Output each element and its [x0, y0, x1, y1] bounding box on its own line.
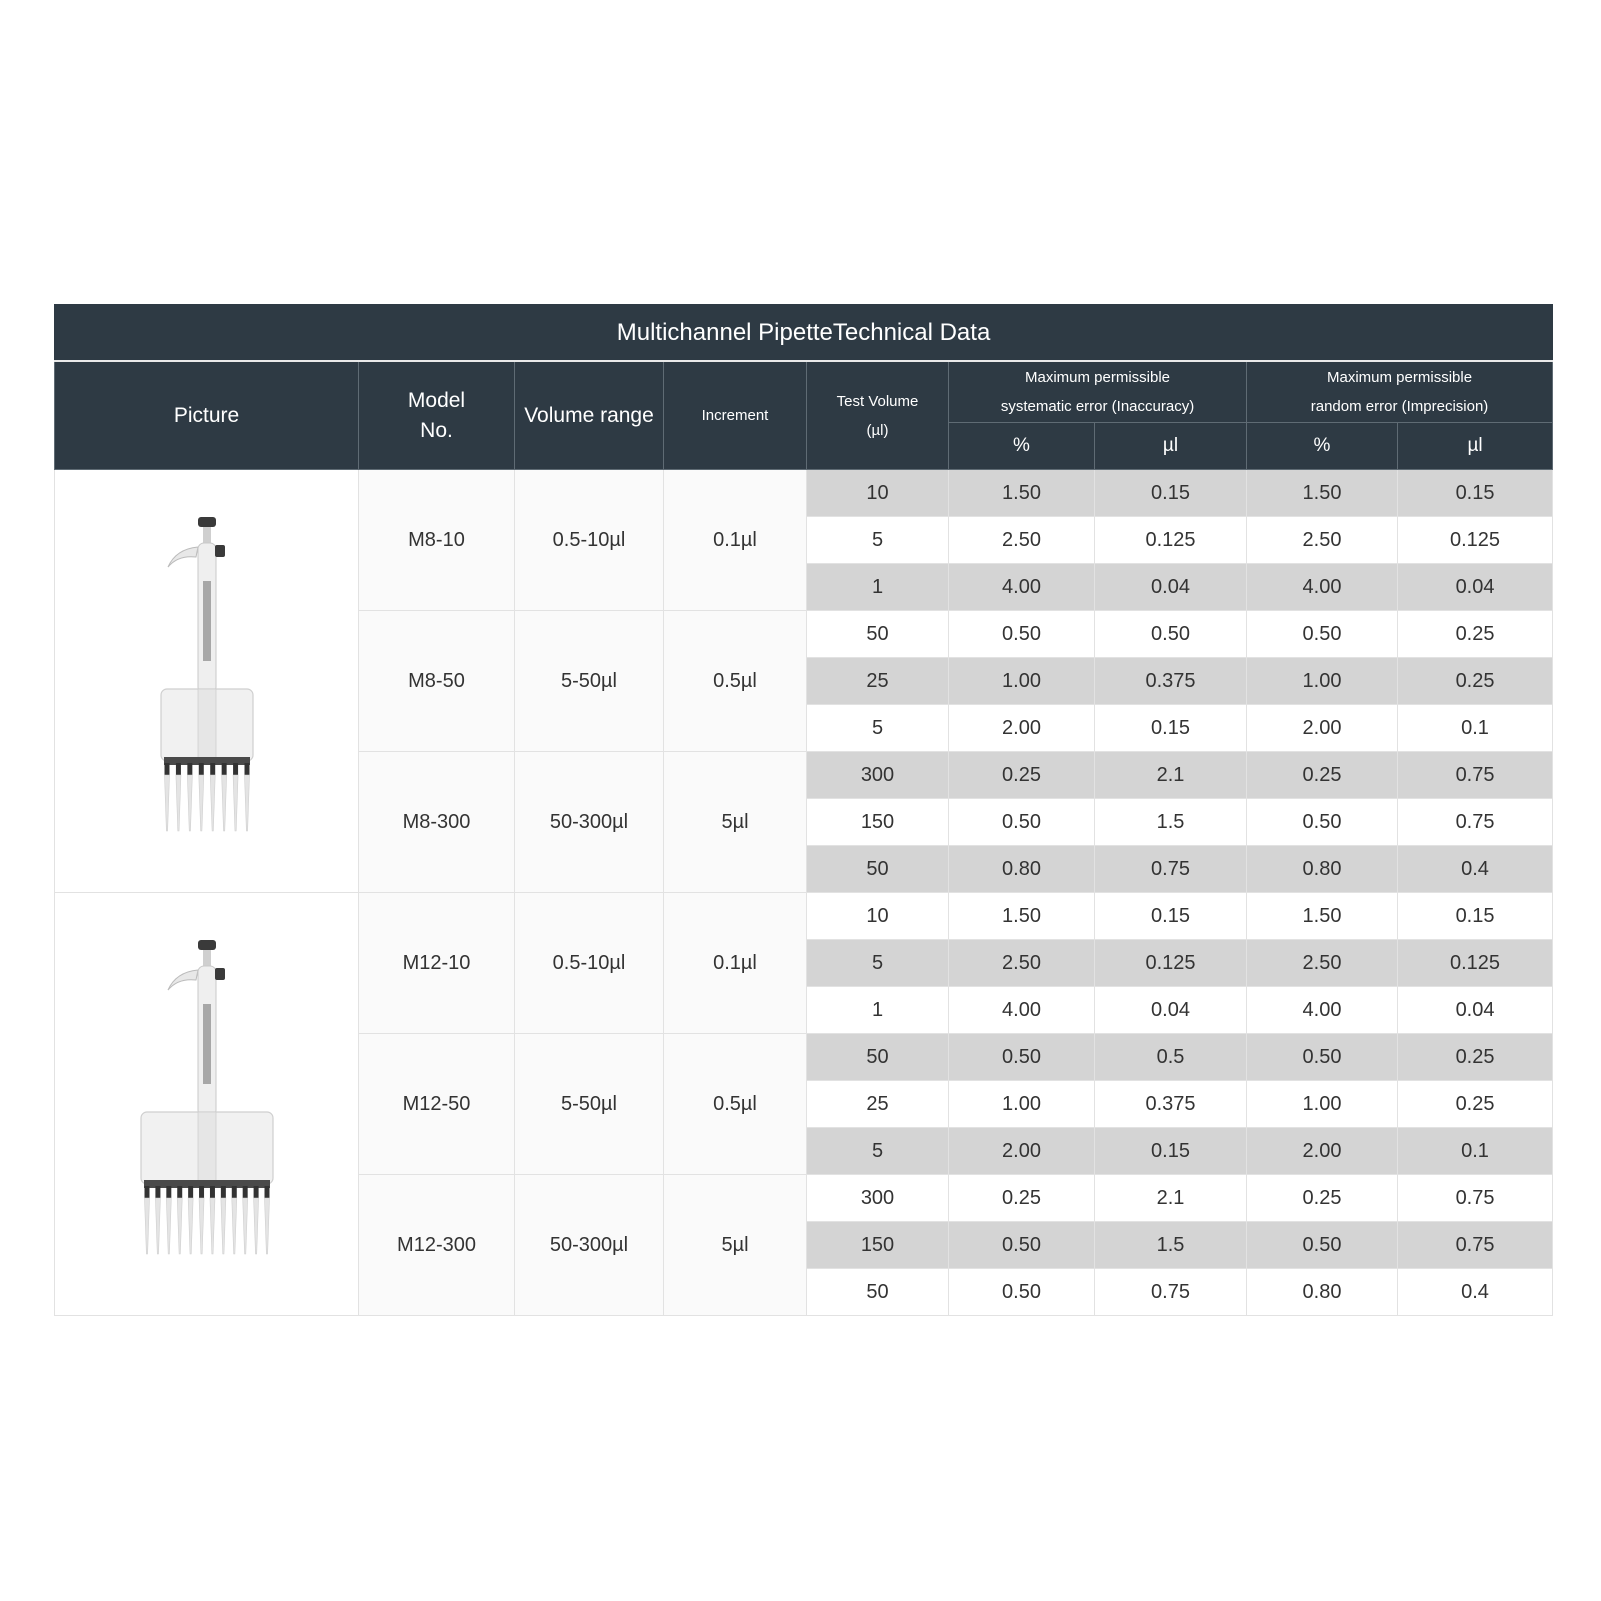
systematic-microliter-cell: 0.375: [1095, 1081, 1247, 1128]
test-volume-cell: 1: [807, 564, 949, 611]
systematic-percent-cell: 0.80: [949, 846, 1095, 893]
header-systematic-error: [949, 361, 1247, 423]
12-channel-pipette-icon: [132, 934, 282, 1274]
model-cell: M12-10: [359, 893, 515, 1034]
test-volume-cell: 300: [807, 752, 949, 799]
systematic-percent-cell: 0.25: [949, 752, 1095, 799]
random-percent-cell: 1.00: [1247, 1081, 1398, 1128]
test-volume-cell: 150: [807, 1222, 949, 1269]
random-percent-cell: 0.50: [1247, 1034, 1398, 1081]
random-microliter-cell: 0.1: [1398, 705, 1553, 752]
systematic-percent-cell: 0.50: [949, 799, 1095, 846]
systematic-microliter-cell: 0.50: [1095, 611, 1247, 658]
test-volume-cell: 1: [807, 987, 949, 1034]
systematic-microliter-cell: 0.15: [1095, 1128, 1247, 1175]
random-percent-cell: 1.50: [1247, 470, 1398, 517]
random-percent-cell: 0.25: [1247, 1175, 1398, 1222]
random-percent-cell: 0.25: [1247, 752, 1398, 799]
test-volume-cell: 5: [807, 517, 949, 564]
test-volume-cell: 25: [807, 658, 949, 705]
model-cell: M8-50: [359, 611, 515, 752]
increment-cell: 5µl: [664, 1175, 807, 1316]
systematic-percent-cell: 4.00: [949, 564, 1095, 611]
test-volume-cell: 50: [807, 1269, 949, 1316]
volume-range-cell: 5-50µl: [515, 611, 664, 752]
random-microliter-cell: 0.4: [1398, 846, 1553, 893]
header-random-line1: Maximum permissible: [1327, 369, 1473, 386]
header-increment: Increment: [664, 361, 807, 470]
spec-table-container: [54, 304, 1552, 1316]
systematic-microliter-cell: 0.15: [1095, 470, 1247, 517]
increment-cell: 0.5µl: [664, 611, 807, 752]
systematic-percent-cell: 2.00: [949, 705, 1095, 752]
random-microliter-cell: 0.25: [1398, 658, 1553, 705]
header-random-microliter: µl: [1398, 423, 1553, 470]
model-cell: M8-300: [359, 752, 515, 893]
header-picture: Picture: [55, 361, 359, 470]
test-volume-cell: 5: [807, 940, 949, 987]
header-test-volume-line2: (µl): [866, 421, 889, 439]
test-volume-cell: 50: [807, 611, 949, 658]
random-microliter-cell: 0.15: [1398, 893, 1553, 940]
increment-cell: 0.1µl: [664, 893, 807, 1034]
test-volume-cell: 50: [807, 1034, 949, 1081]
systematic-percent-cell: 0.50: [949, 611, 1095, 658]
header-random-percent: %: [1247, 423, 1398, 470]
volume-range-cell: 50-300µl: [515, 1175, 664, 1316]
random-percent-cell: 0.50: [1247, 611, 1398, 658]
test-volume-cell: 50: [807, 846, 949, 893]
test-volume-cell: 5: [807, 1128, 949, 1175]
table-row: [55, 893, 1553, 940]
random-microliter-cell: 0.75: [1398, 1175, 1553, 1222]
random-microliter-cell: 0.15: [1398, 470, 1553, 517]
random-microliter-cell: 0.04: [1398, 987, 1553, 1034]
model-cell: M12-300: [359, 1175, 515, 1316]
volume-range-cell: 0.5-10µl: [515, 470, 664, 611]
table-title: Multichannel PipetteTechnical Data: [55, 305, 1553, 362]
systematic-percent-cell: 1.50: [949, 893, 1095, 940]
random-microliter-cell: 0.25: [1398, 1081, 1553, 1128]
systematic-microliter-cell: 0.15: [1095, 705, 1247, 752]
systematic-microliter-cell: 0.125: [1095, 517, 1247, 564]
header-test-volume-line1: Test Volume: [836, 392, 919, 410]
systematic-percent-cell: 1.00: [949, 658, 1095, 705]
systematic-percent-cell: 1.50: [949, 470, 1095, 517]
systematic-microliter-cell: 1.5: [1095, 1222, 1247, 1269]
systematic-microliter-cell: 0.5: [1095, 1034, 1247, 1081]
systematic-percent-cell: 0.50: [949, 1222, 1095, 1269]
random-percent-cell: 0.80: [1247, 846, 1398, 893]
random-percent-cell: 4.00: [1247, 564, 1398, 611]
systematic-percent-cell: 2.50: [949, 940, 1095, 987]
systematic-microliter-cell: 0.15: [1095, 893, 1247, 940]
increment-cell: 0.1µl: [664, 470, 807, 611]
test-volume-cell: 5: [807, 705, 949, 752]
picture-cell: [55, 470, 359, 893]
header-test-volume: [807, 361, 949, 470]
header-systematic-percent: %: [949, 423, 1095, 470]
random-microliter-cell: 0.75: [1398, 799, 1553, 846]
increment-cell: 0.5µl: [664, 1034, 807, 1175]
random-microliter-cell: 0.25: [1398, 611, 1553, 658]
header-random-line2: random error (Imprecision): [1310, 398, 1489, 415]
header-volume-range: Volume range: [515, 361, 664, 470]
random-percent-cell: 2.50: [1247, 940, 1398, 987]
random-microliter-cell: 0.75: [1398, 1222, 1553, 1269]
8-channel-pipette-icon: [132, 511, 282, 851]
technical-data-table: [54, 304, 1553, 1316]
random-microliter-cell: 0.125: [1398, 940, 1553, 987]
header-systematic-line1: Maximum permissible: [1024, 369, 1171, 386]
header-systematic-line2: systematic error (Inaccuracy): [1000, 398, 1195, 415]
systematic-microliter-cell: 0.125: [1095, 940, 1247, 987]
volume-range-cell: 0.5-10µl: [515, 893, 664, 1034]
header-model-line1: Model: [407, 388, 466, 412]
systematic-percent-cell: 0.25: [949, 1175, 1095, 1222]
systematic-microliter-cell: 0.04: [1095, 564, 1247, 611]
random-percent-cell: 2.00: [1247, 705, 1398, 752]
systematic-microliter-cell: 0.375: [1095, 658, 1247, 705]
systematic-microliter-cell: 0.04: [1095, 987, 1247, 1034]
random-percent-cell: 2.50: [1247, 517, 1398, 564]
volume-range-cell: 5-50µl: [515, 1034, 664, 1175]
systematic-percent-cell: 1.00: [949, 1081, 1095, 1128]
systematic-percent-cell: 4.00: [949, 987, 1095, 1034]
header-systematic-microliter: µl: [1095, 423, 1247, 470]
spec-table-body: [55, 470, 1553, 1316]
model-cell: M8-10: [359, 470, 515, 611]
random-microliter-cell: 0.1: [1398, 1128, 1553, 1175]
test-volume-cell: 25: [807, 1081, 949, 1128]
test-volume-cell: 300: [807, 1175, 949, 1222]
random-percent-cell: 0.80: [1247, 1269, 1398, 1316]
increment-cell: 5µl: [664, 752, 807, 893]
systematic-percent-cell: 2.00: [949, 1128, 1095, 1175]
random-microliter-cell: 0.125: [1398, 517, 1553, 564]
model-cell: M12-50: [359, 1034, 515, 1175]
picture-cell: [55, 893, 359, 1316]
random-percent-cell: 4.00: [1247, 987, 1398, 1034]
random-percent-cell: 0.50: [1247, 799, 1398, 846]
random-percent-cell: 1.50: [1247, 893, 1398, 940]
random-microliter-cell: 0.75: [1398, 752, 1553, 799]
test-volume-cell: 10: [807, 470, 949, 517]
systematic-microliter-cell: 1.5: [1095, 799, 1247, 846]
test-volume-cell: 150: [807, 799, 949, 846]
header-model-line2: No.: [420, 418, 453, 442]
systematic-percent-cell: 2.50: [949, 517, 1095, 564]
systematic-percent-cell: 0.50: [949, 1034, 1095, 1081]
systematic-microliter-cell: 0.75: [1095, 846, 1247, 893]
random-percent-cell: 0.50: [1247, 1222, 1398, 1269]
systematic-microliter-cell: 0.75: [1095, 1269, 1247, 1316]
volume-range-cell: 50-300µl: [515, 752, 664, 893]
systematic-microliter-cell: 2.1: [1095, 752, 1247, 799]
header-random-error: [1247, 361, 1553, 423]
table-row: [55, 470, 1553, 517]
random-microliter-cell: 0.04: [1398, 564, 1553, 611]
systematic-percent-cell: 0.50: [949, 1269, 1095, 1316]
random-percent-cell: 1.00: [1247, 658, 1398, 705]
random-microliter-cell: 0.4: [1398, 1269, 1553, 1316]
header-model: [359, 361, 515, 470]
systematic-microliter-cell: 2.1: [1095, 1175, 1247, 1222]
random-microliter-cell: 0.25: [1398, 1034, 1553, 1081]
random-percent-cell: 2.00: [1247, 1128, 1398, 1175]
test-volume-cell: 10: [807, 893, 949, 940]
